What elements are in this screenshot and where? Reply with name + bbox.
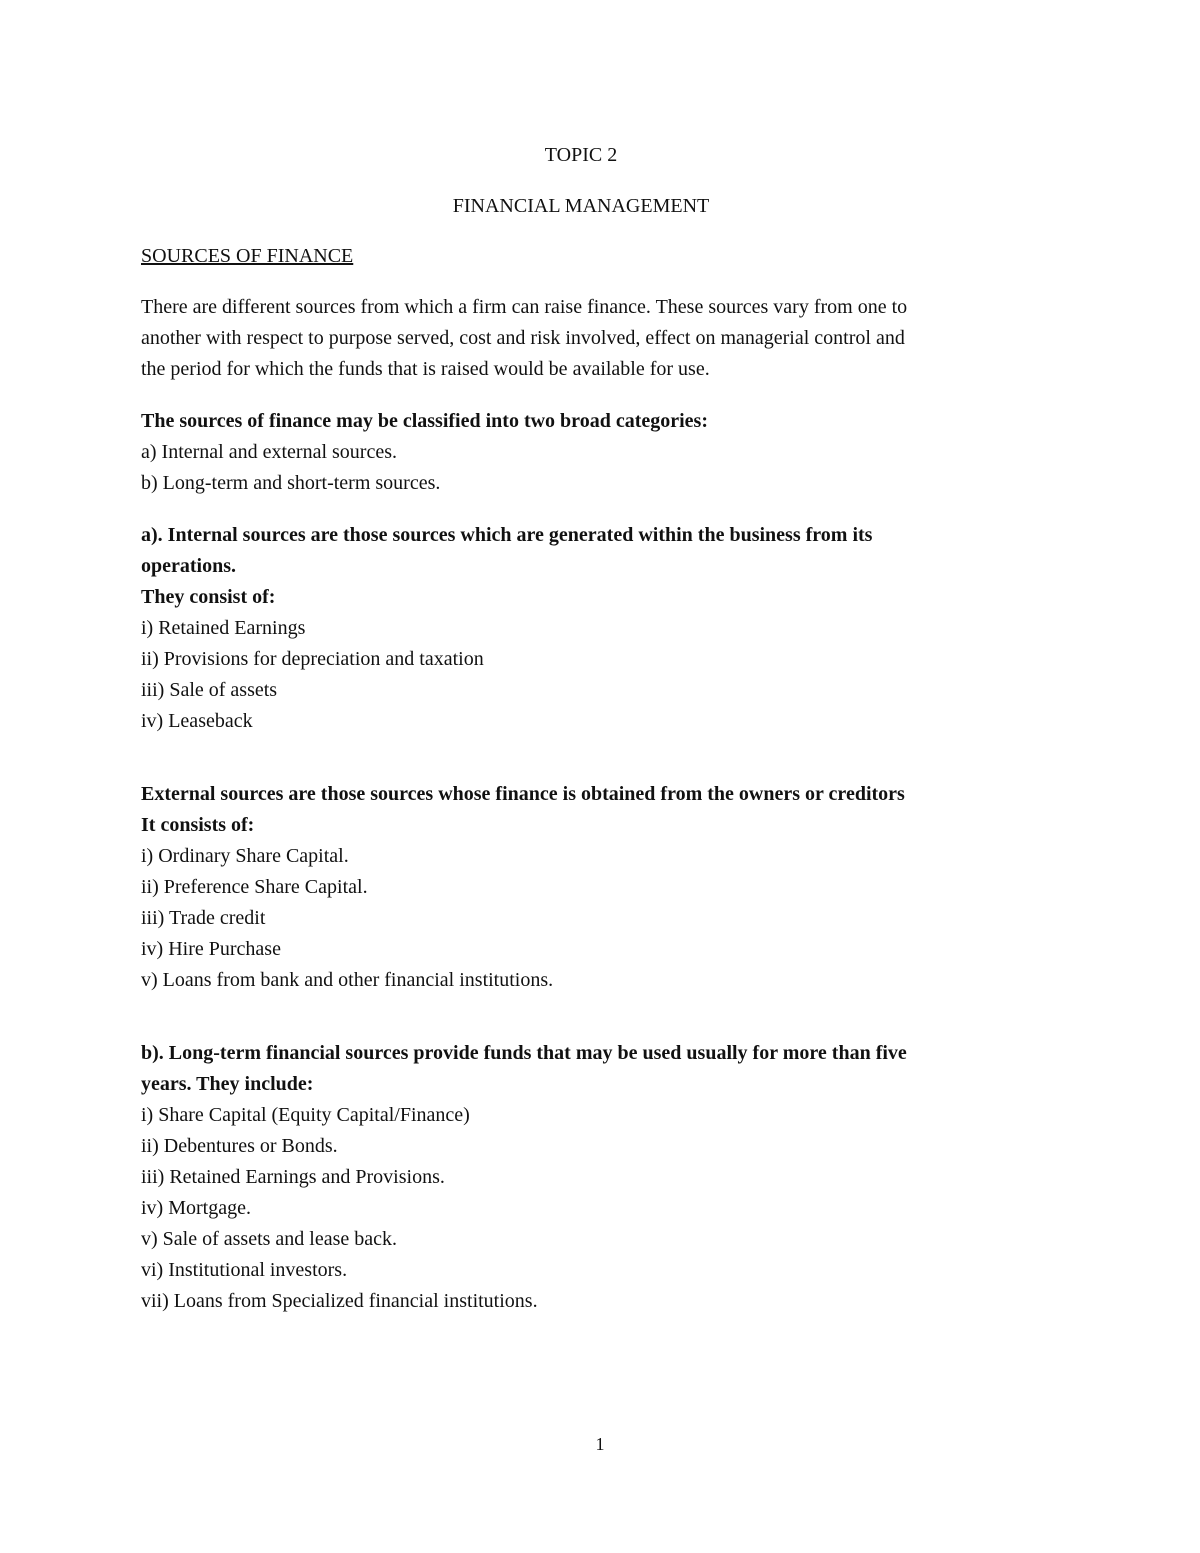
external-subheading: It consists of: (141, 814, 255, 836)
intro-line: There are different sources from which a firm can raise finance. These sources vary from one to (141, 296, 908, 318)
classification-heading: The sources of finance may be classified into two broad categories: (141, 410, 708, 432)
intro-paragraph (141, 292, 1061, 385)
list-item: i) Retained Earnings (141, 617, 306, 639)
list-item: iv) Leaseback (141, 710, 253, 732)
list-item: a) Internal and external sources. (141, 441, 397, 463)
list-item: b) Long-term and short-term sources. (141, 472, 441, 494)
external-sources-block (141, 779, 1061, 996)
list-item: iii) Retained Earnings and Provisions. (141, 1166, 445, 1188)
list-item: i) Share Capital (Equity Capital/Finance) (141, 1104, 470, 1126)
topic-heading: TOPIC 2 (544, 144, 618, 166)
internal-heading: operations. (141, 555, 236, 577)
classification-block (141, 406, 1061, 499)
list-item: v) Sale of assets and lease back. (141, 1228, 398, 1250)
long-term-heading: years. They include: (141, 1073, 314, 1095)
list-item: iii) Sale of assets (141, 679, 278, 701)
intro-line: the period for which the funds that is raised would be available for use. (141, 358, 710, 380)
list-item: vi) Institutional investors. (141, 1259, 348, 1281)
long-term-sources-block (141, 1038, 1061, 1317)
list-item: vii) Loans from Specialized financial institutions. (141, 1290, 538, 1312)
internal-sources-block (141, 520, 1061, 737)
external-heading: External sources are those sources whose finance is obtained from the owners or creditors (141, 783, 905, 805)
list-item: iii) Trade credit (141, 907, 266, 929)
list-item: ii) Debentures or Bonds. (141, 1135, 338, 1157)
page-number: 1 (595, 1434, 605, 1454)
page-content (141, 140, 1061, 1338)
long-term-heading: b). Long-term financial sources provide funds that may be used usually for more than five (141, 1042, 907, 1064)
list-item: ii) Preference Share Capital. (141, 876, 368, 898)
list-item: iv) Hire Purchase (141, 938, 281, 960)
internal-heading: a). Internal sources are those sources which are generated within the business from its (141, 524, 873, 546)
internal-subheading: They consist of: (141, 586, 276, 608)
list-item: ii) Provisions for depreciation and taxation (141, 648, 484, 670)
section-title: SOURCES OF FINANCE (141, 245, 354, 267)
intro-line: another with respect to purpose served, cost and risk involved, effect on managerial control and (141, 327, 905, 349)
list-item: i) Ordinary Share Capital. (141, 845, 349, 867)
list-item: iv) Mortgage. (141, 1197, 251, 1219)
list-item: v) Loans from bank and other financial institutions. (141, 969, 554, 991)
subject-heading: FINANCIAL MANAGEMENT (452, 195, 710, 217)
